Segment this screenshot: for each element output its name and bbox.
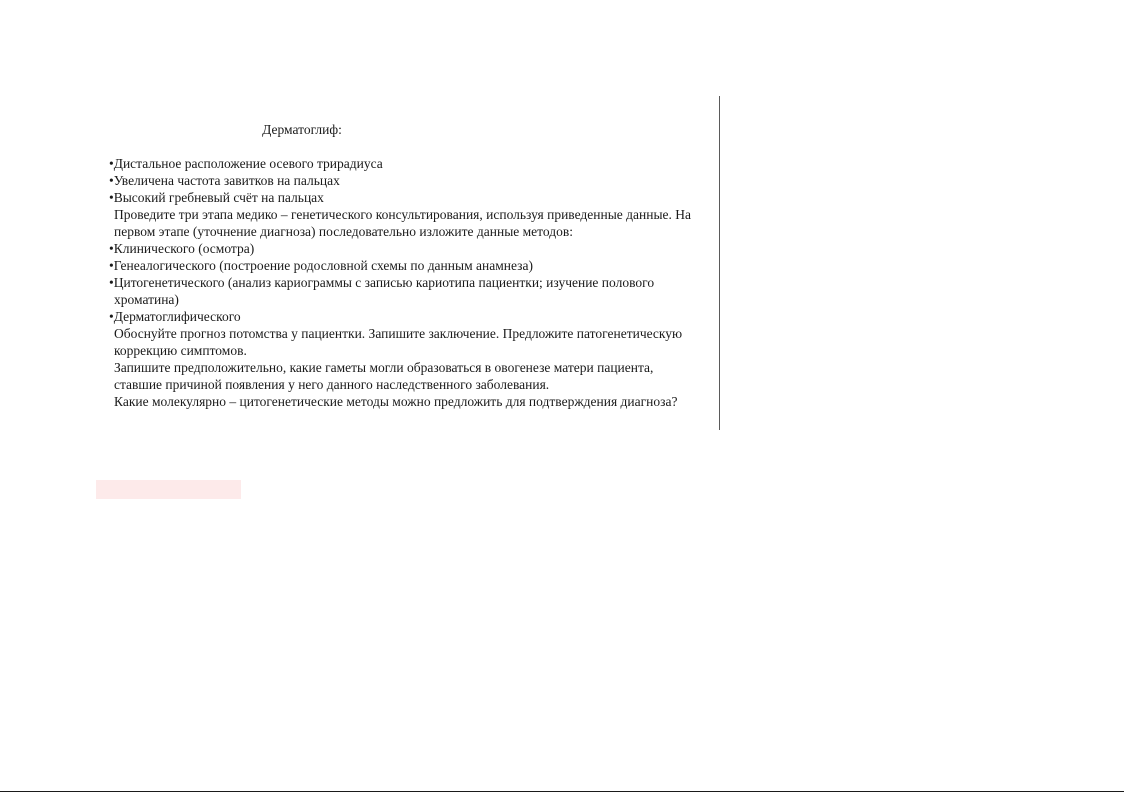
paragraph-line: ставшие причиной появления у него данного наследственного заболевания. (114, 377, 550, 392)
highlight-bar (96, 480, 241, 499)
bullet-line: • Дистальное расположение осевого трирадиуса (109, 155, 383, 172)
document-title: Дерматоглиф: (262, 122, 342, 137)
bullet-line: • Клинического (осмотра) (109, 240, 254, 257)
bullet-line: • Генеалогического (построение родословной схемы по данным анамнеза) (109, 257, 533, 274)
bullet-line: • Высокий гребневый счёт на пальцах (109, 189, 324, 206)
paragraph-line: хроматина) (114, 292, 179, 307)
page-bottom-rule (0, 791, 1124, 792)
paragraph-line: Проведите три этапа медико – генетического консультирования, используя приведенные данные. На (114, 207, 692, 222)
paragraph-line: Какие молекулярно – цитогенетические методы можно предложить для подтверждения диагноза? (114, 394, 678, 409)
document-page (96, 96, 720, 430)
paragraph-line: первом этапе (уточнение диагноза) последовательно изложите данные методов: (114, 224, 573, 239)
paragraph-line: Запишите предположительно, какие гаметы могли образоваться в овогенезе матери пациента, (114, 360, 654, 375)
paragraph-line: коррекцию симптомов. (114, 343, 247, 358)
paragraph-line: Обоснуйте прогноз потомства у пациентки. Запишите заключение. Предложите патогенетическую (114, 326, 683, 341)
bullet-line: • Дерматоглифического (109, 308, 241, 325)
bullet-line: • Увеличена частота завитков на пальцах (109, 172, 340, 189)
bullet-line: • Цитогенетического (анализ кариограммы с записью кариотипа пациентки; изучение полового (109, 274, 654, 291)
